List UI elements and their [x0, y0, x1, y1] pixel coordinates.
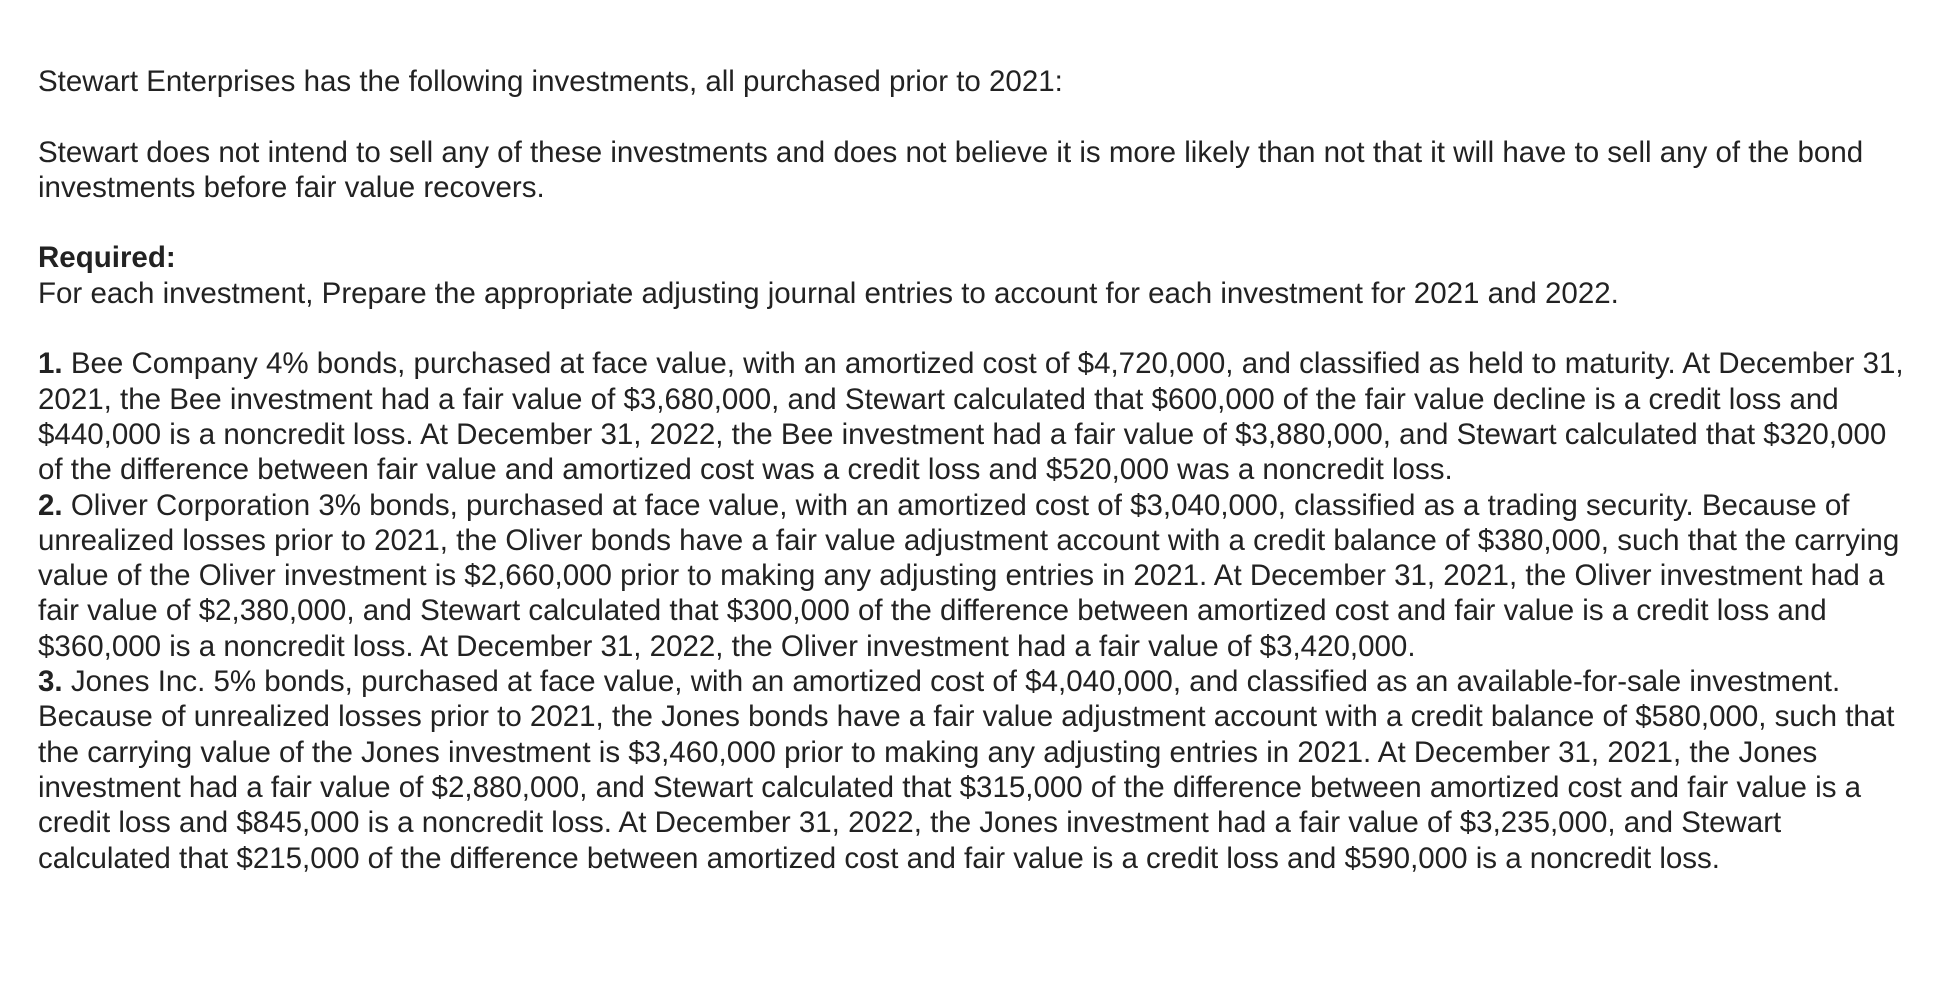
investment-item-2	[38, 488, 1912, 664]
spacer	[38, 99, 1912, 134]
item-number: 1.	[38, 347, 63, 381]
intro-paragraph: Stewart Enterprises has the following investments, all purchased prior to 2021:	[38, 65, 1063, 98]
investment-item-3	[38, 664, 1912, 876]
required-instruction: For each investment, Prepare the appropriate adjusting journal entries to account for each investment for 2021 and 2022.	[38, 276, 1619, 310]
item-number: 3.	[38, 665, 63, 699]
investment-item-1	[38, 346, 1912, 487]
assumption-paragraph: Stewart does not intend to sell any of these investments and does not believe it is more likely than not that it will have to sell any of the bond investments before fair value recovers.	[38, 135, 1864, 204]
item-number: 2.	[38, 488, 63, 522]
spacer	[38, 311, 1912, 346]
required-heading: Required:	[38, 241, 176, 275]
item-text: Bee Company 4% bonds, purchased at face value, with an amortized cost of $4,720,000, and classified as held to maturity. At December 31, 2021, the Bee investment had a fair value of $3,680,000, and Stewart calculated that $600,000 of the fair value decline is a credit loss and $440,000 is a noncredit loss. At December 31, 2022, the Bee investment had a fair value of $3,880,000, and Stewart calculated that $320,000 of the difference between fair value and amortized cost was a credit loss and $520,000 was a noncredit loss.	[38, 347, 1904, 487]
spacer	[38, 205, 1912, 240]
item-text: Jones Inc. 5% bonds, purchased at face value, with an amortized cost of $4,040,000, and classified as an available-for-sale investment. Because of unrealized losses prior to 2021, the Jones bonds have a fair value adjustment account with a credit balance of $580,000, such that the carrying value of the Jones investment is $3,460,000 prior to making any adjusting entries in 2021. At December 31, 2021, the Jones investment had a fair value of $2,880,000, and Stewart calculated that $315,000 of the difference between amortized cost and fair value is a credit loss and $845,000 is a noncredit loss. At December 31, 2022, the Jones investment had a fair value of $3,235,000, and Stewart calculated that $215,000 of the difference between amortized cost and fair value is a credit loss and $590,000 is a noncredit loss.	[38, 665, 1895, 875]
item-text: Oliver Corporation 3% bonds, purchased at face value, with an amortized cost of $3,040,000, classified as a trading security. Because of unrealized losses prior to 2021, the Oliver bonds have a fair value adjustment account with a credit balance of $380,000, such that the carrying value of the Oliver investment is $2,660,000 prior to making any adjusting entries in 2021. At December 31, 2021, the Oliver investment had a fair value of $2,380,000, and Stewart calculated that $300,000 of the difference between amortized cost and fair value is a credit loss and $360,000 is a noncredit loss. At December 31, 2022, the Oliver investment had a fair value of $3,420,000.	[38, 488, 1900, 663]
